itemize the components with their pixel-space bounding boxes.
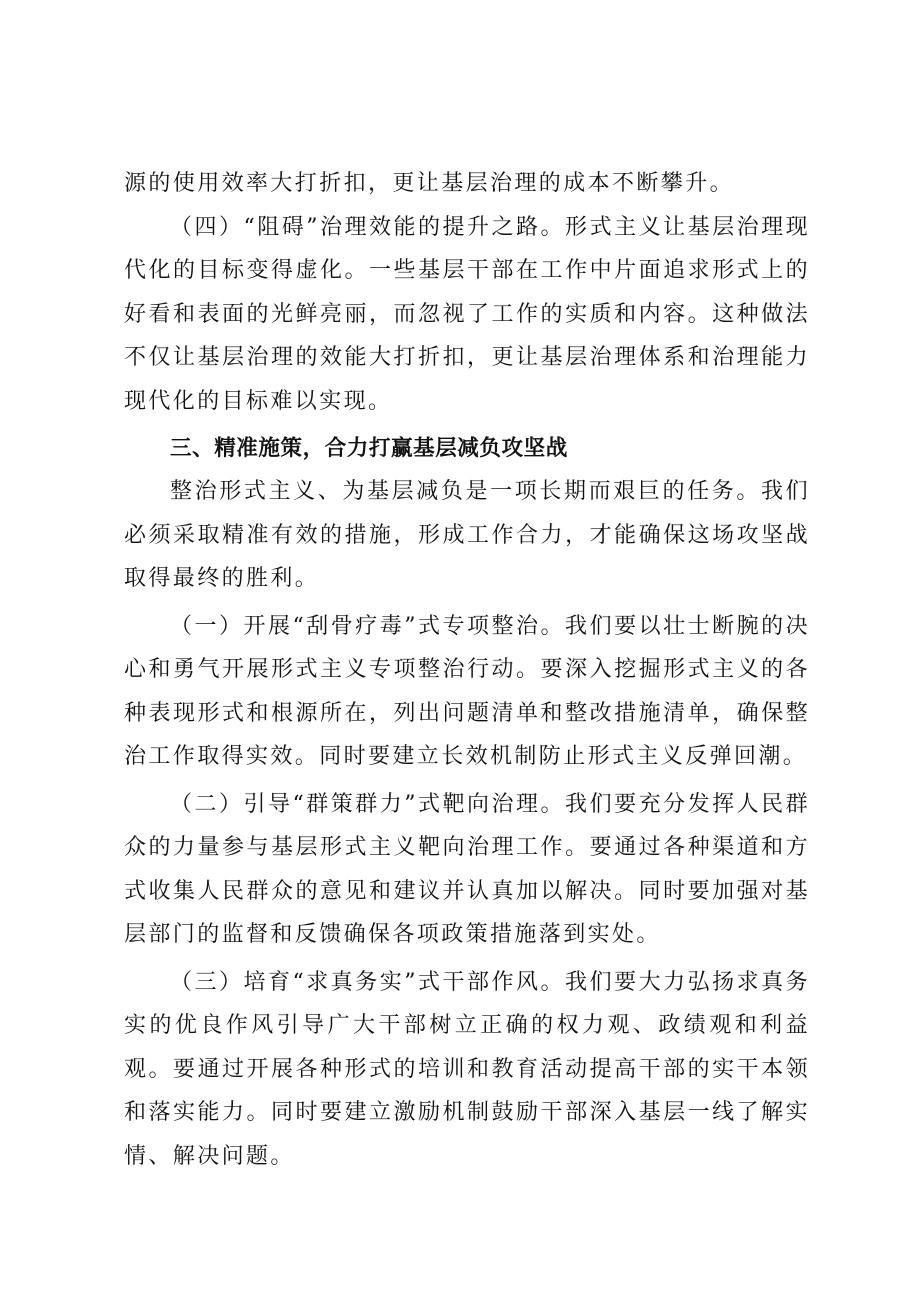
paragraph-item-three: （三）培育“求真务实”式干部作风。我们要大力弘扬求真务实的优良作风引导广大干部树立正确的权力观、政绩观和利益观。要通过开展各种形式的培训和教育活动提高干部的实干本领和落实能力。同时要建立激励机制鼓励干部深入基层一线了解实情、解决问题。 — [124, 969, 810, 1169]
document-page — [124, 162, 810, 1178]
paragraph-item-one: （一）开展“刮骨疗毒”式专项整治。我们要以壮士断腕的决心和勇气开展形式主义专项整治行动。要深入挖掘形式主义的各种表现形式和根源所在，列出问题清单和整改措施清单，确保整治工作取得实效。同时要建立长效机制防止形式主义反弹回潮。 — [124, 613, 810, 769]
section-heading-three: 三、精准施策，合力打赢基层减负攻坚战 — [170, 436, 568, 461]
paragraph-section-intro: 整治形式主义、为基层减负是一项长期而艰巨的任务。我们必须采取精准有效的措施，形成工作合力，才能确保这场攻坚战取得最终的胜利。 — [124, 479, 810, 591]
paragraph-item-four: （四）“阻碍”治理效能的提升之路。形式主义让基层治理现代化的目标变得虚化。一些基层干部在工作中片面追求形式上的好看和表面的光鲜亮丽，而忽视了工作的实质和内容。这种做法不仅让基层治理的效能大打折扣，更让基层治理体系和治理能力现代化的目标难以实现。 — [124, 214, 810, 414]
paragraph-continuation: 源的使用效率大打折扣，更让基层治理的成本不断攀升。 — [124, 171, 735, 196]
paragraph-item-two: （二）引导“群策群力”式靶向治理。我们要充分发挥人民群众的力量参与基层形式主义靶向治理工作。要通过各种渠道和方式收集人民群众的意见和建议并认真加以解决。同时要加强对基层部门的监督和反馈确保各项政策措施落到实处。 — [124, 791, 810, 947]
